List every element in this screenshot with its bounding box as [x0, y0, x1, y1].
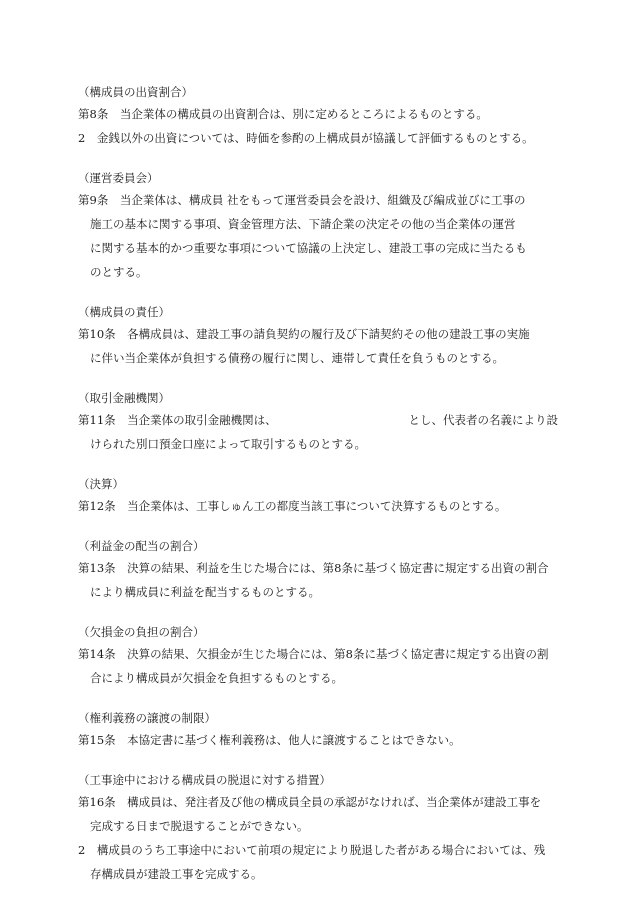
article-15-line: 第15条 本協定書に基づく権利義務は、他人に譲渡することはできない。 — [78, 733, 461, 747]
article-10-line: 第10条 各構成員は、建設工事の請負契約の履行及び下請契約その他の建設工事の実施 — [78, 327, 530, 341]
article-11-section — [78, 388, 558, 456]
article-13-line: 第13条 決算の結果、利益を生じた場合には、第8条に基づく協定書に規定する出資の割合 — [78, 561, 549, 575]
article-11-line — [78, 408, 558, 432]
article-9-line: に関する基本的かつ重要な事項について協議の上決定し、建設工事の完成に当たるも — [90, 241, 527, 255]
article-10-section — [78, 302, 558, 370]
article-9-line: 第9条 当企業体は、構成員 社をもって運営委員会を設け、組織及び編成並びに工事の — [78, 193, 526, 207]
section-heading: （決算） — [78, 477, 124, 491]
section-heading: （構成員の出資割合） — [78, 85, 193, 99]
article-8-line: 第8条 当企業体の構成員の出資割合は、別に定めるところによるものとする。 — [78, 107, 488, 121]
article-9-section — [78, 168, 558, 284]
section-heading: （取引金融機関） — [78, 391, 170, 405]
article-14-line: 合により構成員が欠損金を負担するものとする。 — [90, 671, 343, 685]
section-heading: （権利義務の譲渡の制限） — [78, 711, 216, 725]
article-11-line-right: とし、代表者の名義により設 — [408, 413, 558, 427]
article-16-line: 第16条 構成員は、発注者及び他の構成員全員の承認がなければ、当企業体が建設工事を — [78, 795, 542, 809]
article-8-section — [78, 82, 558, 150]
article-13-line: により構成員に利益を配当するものとする。 — [90, 585, 320, 599]
article-9-line: のとする。 — [90, 265, 148, 279]
article-16-para-2-cont: 存構成員が建設工事を完成する。 — [90, 867, 263, 881]
article-14-line: 第14条 決算の結果、欠損金が生じた場合には、第8条に基づく協定書に規定する出資の割 — [78, 647, 549, 661]
section-heading: （工事途中における構成員の脱退に対する措置） — [78, 773, 331, 787]
document-page — [78, 82, 558, 904]
section-heading: （構成員の責任） — [78, 305, 170, 319]
article-12-section — [78, 474, 558, 518]
article-11-line-left: 第11条 当企業体の取引金融機関は、 — [78, 413, 277, 427]
article-16-section — [78, 770, 558, 886]
article-8-para-2: 2 金銭以外の出資については、時価を参酌の上構成員が協議して評価するものとする。 — [78, 131, 534, 145]
article-9-line: 施工の基本に関する事項、資金管理方法、下請企業の決定その他の当企業体の運営 — [90, 217, 516, 231]
article-11-line: けられた別口預金口座によって取引するものとする。 — [90, 437, 366, 451]
section-heading: （利益金の配当の割合） — [78, 539, 205, 553]
article-16-para-2: 2 構成員のうち工事途中において前項の規定により脱退した者がある場合においては、残 — [78, 843, 546, 857]
article-14-section — [78, 622, 558, 690]
article-13-section — [78, 536, 558, 604]
article-16-line: 完成する日まで脱退することができない。 — [90, 819, 309, 833]
article-12-line: 第12条 当企業体は、工事しゅん工の都度当該工事について決算するものとする。 — [78, 499, 507, 513]
section-heading: （運営委員会） — [78, 171, 159, 185]
section-heading: （欠損金の負担の割合） — [78, 625, 205, 639]
article-15-section — [78, 708, 558, 752]
article-10-line: に伴い当企業体が負担する債務の履行に関し、連帯して責任を負うものとする。 — [90, 351, 504, 365]
